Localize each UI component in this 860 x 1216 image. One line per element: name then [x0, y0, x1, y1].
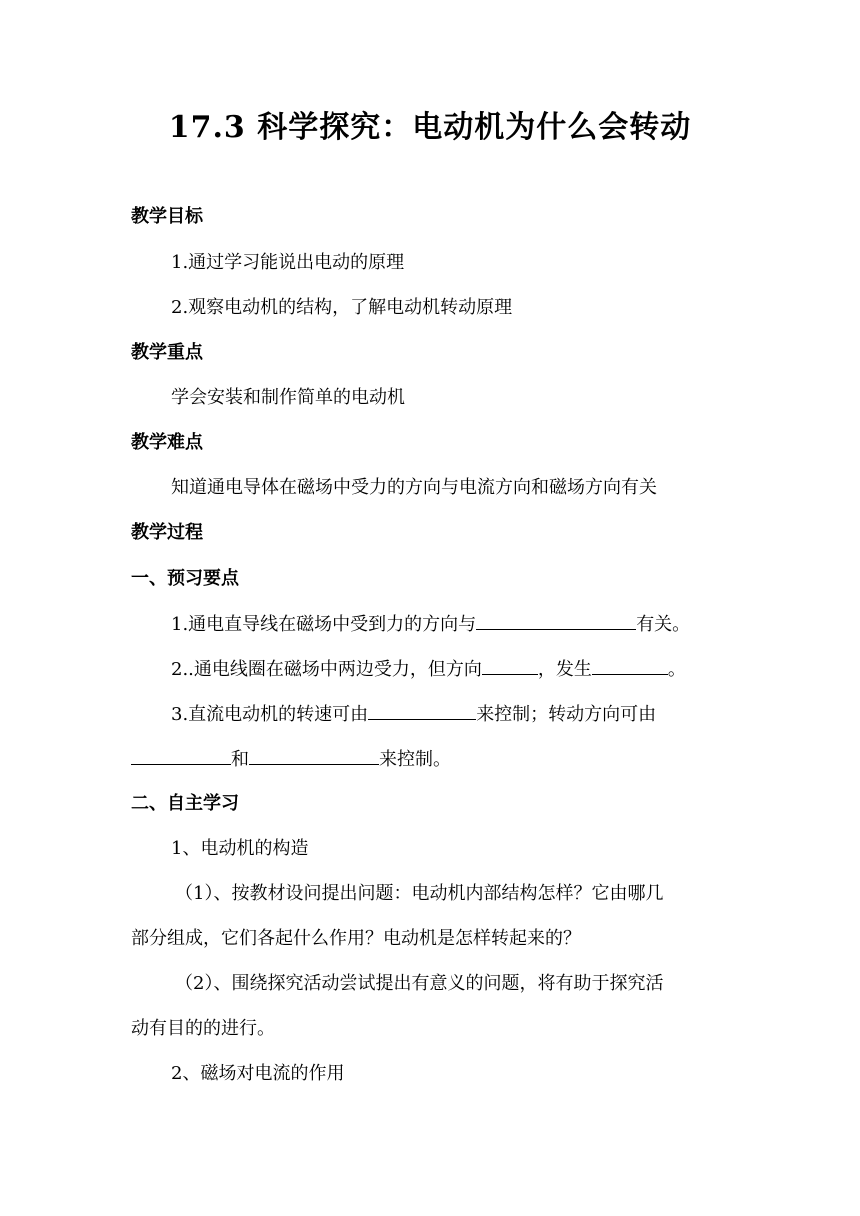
- difficulties-text: 知道通电导体在磁场中受力的方向与电流方向和磁场方向有关: [171, 477, 657, 498]
- key-points-text: 学会安装和制作简单的电动机: [171, 387, 405, 408]
- self-study-sub-1-line-1: （1）、按教材设问提出问题：电动机内部结构怎样？它由哪几: [175, 883, 664, 904]
- preview-question-1: [171, 610, 771, 639]
- preview-q2-mid: ，发生: [537, 659, 592, 680]
- fill-blank: [482, 655, 538, 675]
- preview-q2-after: 。: [667, 659, 686, 680]
- preview-q1-before: 1.通电直导线在磁场中受到力的方向与: [171, 614, 477, 635]
- difficulties-heading: 教学难点: [131, 432, 203, 453]
- page-title: 17.3 科学探究：电动机为什么会转动: [168, 110, 692, 145]
- preview-question-2: [171, 655, 771, 684]
- preview-question-3-line-2: [131, 745, 731, 774]
- self-study-sub-2-line-1: （2）、围绕探究活动尝试提出有意义的问题，将有助于探究活: [175, 973, 664, 994]
- process-heading: 教学过程: [131, 522, 203, 543]
- preview-q1-after: 有关。: [636, 614, 691, 635]
- preview-heading: 一、预习要点: [131, 568, 239, 589]
- preview-q3-line2-mid: 和: [231, 749, 249, 770]
- preview-q2-before: 2..通电线圈在磁场中两边受力，但方向: [171, 659, 482, 680]
- preview-q3-line2-after: 来控制。: [379, 749, 451, 770]
- preview-q3-line1-before: 3.直流电动机的转速可由: [171, 704, 369, 725]
- fill-blank: [131, 745, 231, 765]
- fill-blank: [249, 745, 379, 765]
- self-study-heading: 二、自主学习: [131, 793, 239, 814]
- fill-blank: [368, 700, 476, 720]
- objective-item-2: 2.观察电动机的结构，了解电动机转动原理: [171, 297, 513, 318]
- self-study-sub-1-line-2: 部分组成，它们各起什么作用？电动机是怎样转起来的？: [131, 928, 581, 949]
- fill-blank: [476, 610, 636, 630]
- preview-question-3-line-1: [171, 700, 771, 729]
- self-study-sub-2-line-2: 动有目的的进行。: [131, 1018, 275, 1039]
- objective-item-1: 1.通过学习能说出电动的原理: [171, 252, 405, 273]
- self-study-item-1: 1、电动机的构造: [171, 838, 309, 859]
- fill-blank: [592, 655, 668, 675]
- preview-q3-line1-after: 来控制；转动方向可由: [476, 704, 657, 725]
- self-study-item-2: 2、磁场对电流的作用: [171, 1063, 345, 1084]
- objectives-heading: 教学目标: [131, 206, 203, 227]
- key-points-heading: 教学重点: [131, 342, 203, 363]
